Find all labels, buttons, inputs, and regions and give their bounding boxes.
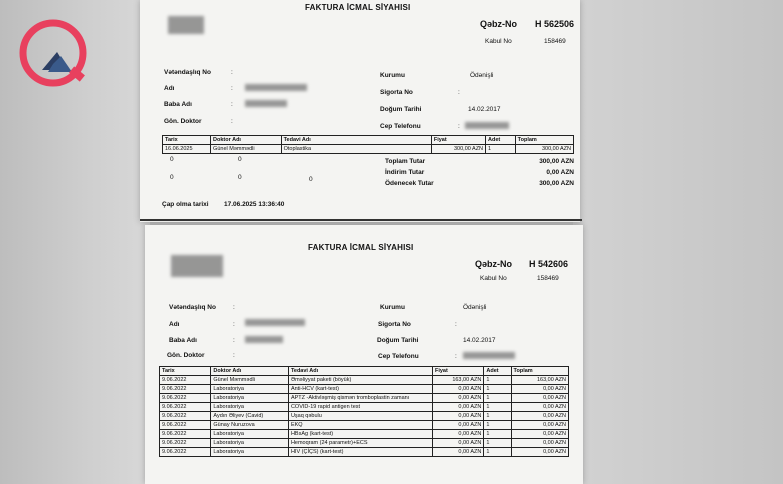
field-value: 14.02.2017 — [463, 337, 496, 344]
empty-row-cell: 0 — [170, 174, 174, 181]
field-value: : — [233, 337, 235, 344]
table-cell: 9.06.2022 — [160, 394, 211, 403]
table-row — [160, 421, 569, 430]
field-label: Cep Telefonu — [380, 123, 421, 130]
empty-row-cell: 0 — [238, 156, 242, 163]
field-value: : — [231, 69, 233, 76]
table-cell: APTZ -Aktivləşmiş qismən tromboplastin zamanı — [288, 394, 432, 403]
field-value: Ödənişli — [470, 72, 494, 79]
column-header: Doktor Adı — [211, 136, 282, 145]
table-cell: 0,00 AZN — [432, 421, 483, 430]
table-cell: Otoplastika — [281, 145, 431, 154]
table-cell: 9.06.2022 — [160, 376, 211, 385]
table-cell: 9.06.2022 — [160, 412, 211, 421]
redacted-name — [245, 84, 307, 91]
table-cell: 0,00 AZN — [432, 448, 483, 457]
field-value: : — [455, 321, 457, 328]
redacted-logo — [168, 16, 204, 34]
table-cell: COVID-19 rapid antigen test — [288, 403, 432, 412]
table-row — [160, 430, 569, 439]
table-row — [160, 439, 569, 448]
receipt-number: H 542606 — [529, 259, 569, 269]
field-value: : — [233, 304, 235, 311]
table-row — [160, 385, 569, 394]
total-label: Toplam Tutar — [385, 158, 426, 165]
table-row — [160, 403, 569, 412]
field-label: Gön. Doktor — [167, 352, 205, 359]
field-value: : — [455, 353, 457, 360]
table-cell: 9.06.2022 — [160, 448, 211, 457]
print-date: 17.06.2025 13:36:40 — [224, 201, 285, 208]
table-cell: 1 — [484, 376, 511, 385]
table-cell: 16.06.2025 — [163, 145, 211, 154]
column-header: Tarix — [160, 367, 211, 376]
column-header: Tedavi Adı — [281, 136, 431, 145]
column-header: Tarix — [163, 136, 211, 145]
column-header: Fiyat — [431, 136, 485, 145]
field-label: Baba Adı — [169, 337, 197, 344]
field-value: Ödənişli — [463, 304, 487, 311]
table-cell: 1 — [484, 385, 511, 394]
brand-logo-icon — [14, 14, 92, 92]
page-divider — [140, 219, 582, 221]
table-cell: Laboratoriya — [211, 448, 289, 457]
field-value: : — [458, 123, 460, 130]
invoice-sheet-1 — [140, 0, 580, 222]
field-value: : — [233, 321, 235, 328]
table-cell: Anti-HCV (kart-test) — [288, 385, 432, 394]
table-cell: Əməliyyat paketi (böyük) — [288, 376, 432, 385]
invoice-title: FAKTURA İCMAL SİYAHISI — [305, 3, 411, 12]
table-cell: Aydın Əliyev (Cavid) — [211, 412, 289, 421]
table-cell: 0,00 AZN — [511, 412, 568, 421]
admission-number: 158469 — [544, 38, 566, 45]
table-cell: 9.06.2022 — [160, 385, 211, 394]
table-cell: 0,00 AZN — [511, 385, 568, 394]
column-header: Fiyat — [432, 367, 483, 376]
table-cell: 9.06.2022 — [160, 430, 211, 439]
table-cell: Laboratoriya — [211, 403, 289, 412]
services-table — [159, 366, 569, 457]
table-cell: 300,00 AZN — [515, 145, 573, 154]
column-header: Doktor Adı — [211, 367, 289, 376]
field-label: Vətəndaşlıq No — [164, 69, 211, 76]
redacted-father-name — [245, 336, 283, 343]
discount-value: 0,00 AZN — [546, 169, 574, 176]
field-label: Gön. Doktor — [164, 118, 202, 125]
redacted-phone — [463, 352, 515, 359]
admission-number-label: Kabul No — [485, 38, 512, 45]
table-cell: 1 — [484, 439, 511, 448]
table-cell: 9.06.2022 — [160, 439, 211, 448]
field-label: Vətəndaşlıq No — [169, 304, 216, 311]
invoice-sheet-2 — [145, 225, 583, 484]
table-cell: 0,00 AZN — [511, 448, 568, 457]
field-label: Sigorta No — [378, 321, 411, 328]
field-label: Kurumu — [380, 72, 405, 79]
table-cell: 1 — [484, 412, 511, 421]
redacted-logo — [171, 255, 223, 277]
table-cell: 0,00 AZN — [511, 394, 568, 403]
table-cell: Günel Məmmədli — [211, 376, 289, 385]
admission-number-label: Kabul No — [480, 275, 507, 282]
table-cell: 0,00 AZN — [432, 385, 483, 394]
table-cell: Laboratoriya — [211, 385, 289, 394]
table-cell: Laboratoriya — [211, 439, 289, 448]
field-value: : — [231, 85, 233, 92]
background-right — [573, 0, 783, 484]
total-value: 300,00 AZN — [539, 158, 574, 165]
column-header: Adet — [484, 367, 511, 376]
table-cell: Laboratoriya — [211, 394, 289, 403]
table-cell: 1 — [484, 394, 511, 403]
invoice-title: FAKTURA İCMAL SİYAHISI — [308, 243, 414, 252]
table-cell: 1 — [484, 403, 511, 412]
table-cell: 0,00 AZN — [511, 439, 568, 448]
admission-number: 158469 — [537, 275, 559, 282]
discount-label: İndirim Tutar — [385, 169, 425, 176]
table-cell: Laboratoriya — [211, 430, 289, 439]
empty-row-cell: 0 — [238, 174, 242, 181]
table-cell: 1 — [484, 421, 511, 430]
field-label: Adı — [164, 85, 175, 92]
table-cell: 9.06.2022 — [160, 421, 211, 430]
table-cell: 0,00 AZN — [511, 421, 568, 430]
redacted-father-name — [245, 100, 287, 107]
empty-row-cell: 0 — [309, 176, 313, 183]
table-row — [160, 412, 569, 421]
field-label: Doğum Tarihi — [377, 337, 419, 344]
column-header: Adet — [486, 136, 516, 145]
table-cell: EKQ — [288, 421, 432, 430]
redacted-phone — [465, 122, 509, 129]
field-label: Doğum Tarihi — [380, 106, 422, 113]
column-header: Toplam — [515, 136, 573, 145]
table-cell: 1 — [486, 145, 516, 154]
field-label: Baba Adı — [164, 101, 192, 108]
field-value: : — [231, 118, 233, 125]
table-cell: 0,00 AZN — [511, 403, 568, 412]
field-value: 14.02.2017 — [468, 106, 501, 113]
table-cell: 0,00 AZN — [432, 412, 483, 421]
table-cell: 9.06.2022 — [160, 403, 211, 412]
table-cell: 0,00 AZN — [432, 430, 483, 439]
receipt-number-label: Qəbz-No — [475, 259, 512, 269]
table-cell: HIV (ÇİÇS) (kart-test) — [288, 448, 432, 457]
column-header: Toplam — [511, 367, 568, 376]
table-cell: Günay Nuruzova — [211, 421, 289, 430]
table-cell: 0,00 AZN — [432, 394, 483, 403]
field-label: Cep Telefonu — [378, 353, 419, 360]
receipt-number-label: Qəbz-No — [480, 19, 517, 29]
field-value: : — [458, 89, 460, 96]
receipt-number: H 562506 — [535, 19, 575, 29]
column-header: Tedavi Adı — [288, 367, 432, 376]
table-row — [160, 394, 569, 403]
table-row — [163, 145, 574, 154]
table-cell: 163,00 AZN — [511, 376, 568, 385]
print-date-label: Çap olma tarixi — [162, 201, 209, 208]
table-cell: HBsAg (kart-test) — [288, 430, 432, 439]
table-cell: 163,00 AZN — [432, 376, 483, 385]
table-cell: Günel Məmmədli — [211, 145, 282, 154]
table-row — [160, 448, 569, 457]
table-cell: 0,00 AZN — [432, 403, 483, 412]
field-value: : — [231, 101, 233, 108]
table-cell: Hemoqram (24 parametr)+ECS — [288, 439, 432, 448]
field-value: : — [233, 352, 235, 359]
table-cell: 1 — [484, 448, 511, 457]
table-cell: 0,00 AZN — [511, 430, 568, 439]
services-table — [162, 135, 574, 154]
table-cell: Uşaq qəbulu — [288, 412, 432, 421]
payable-label: Ödenecek Tutar — [385, 180, 434, 187]
redacted-name — [245, 319, 305, 326]
field-label: Kurumu — [380, 304, 405, 311]
field-label: Sigorta No — [380, 89, 413, 96]
table-row — [160, 376, 569, 385]
payable-value: 300,00 AZN — [539, 180, 574, 187]
field-label: Adı — [169, 321, 180, 328]
empty-row-cell: 0 — [170, 156, 174, 163]
table-cell: 300,00 AZN — [431, 145, 485, 154]
table-cell: 1 — [484, 430, 511, 439]
table-cell: 0,00 AZN — [432, 439, 483, 448]
